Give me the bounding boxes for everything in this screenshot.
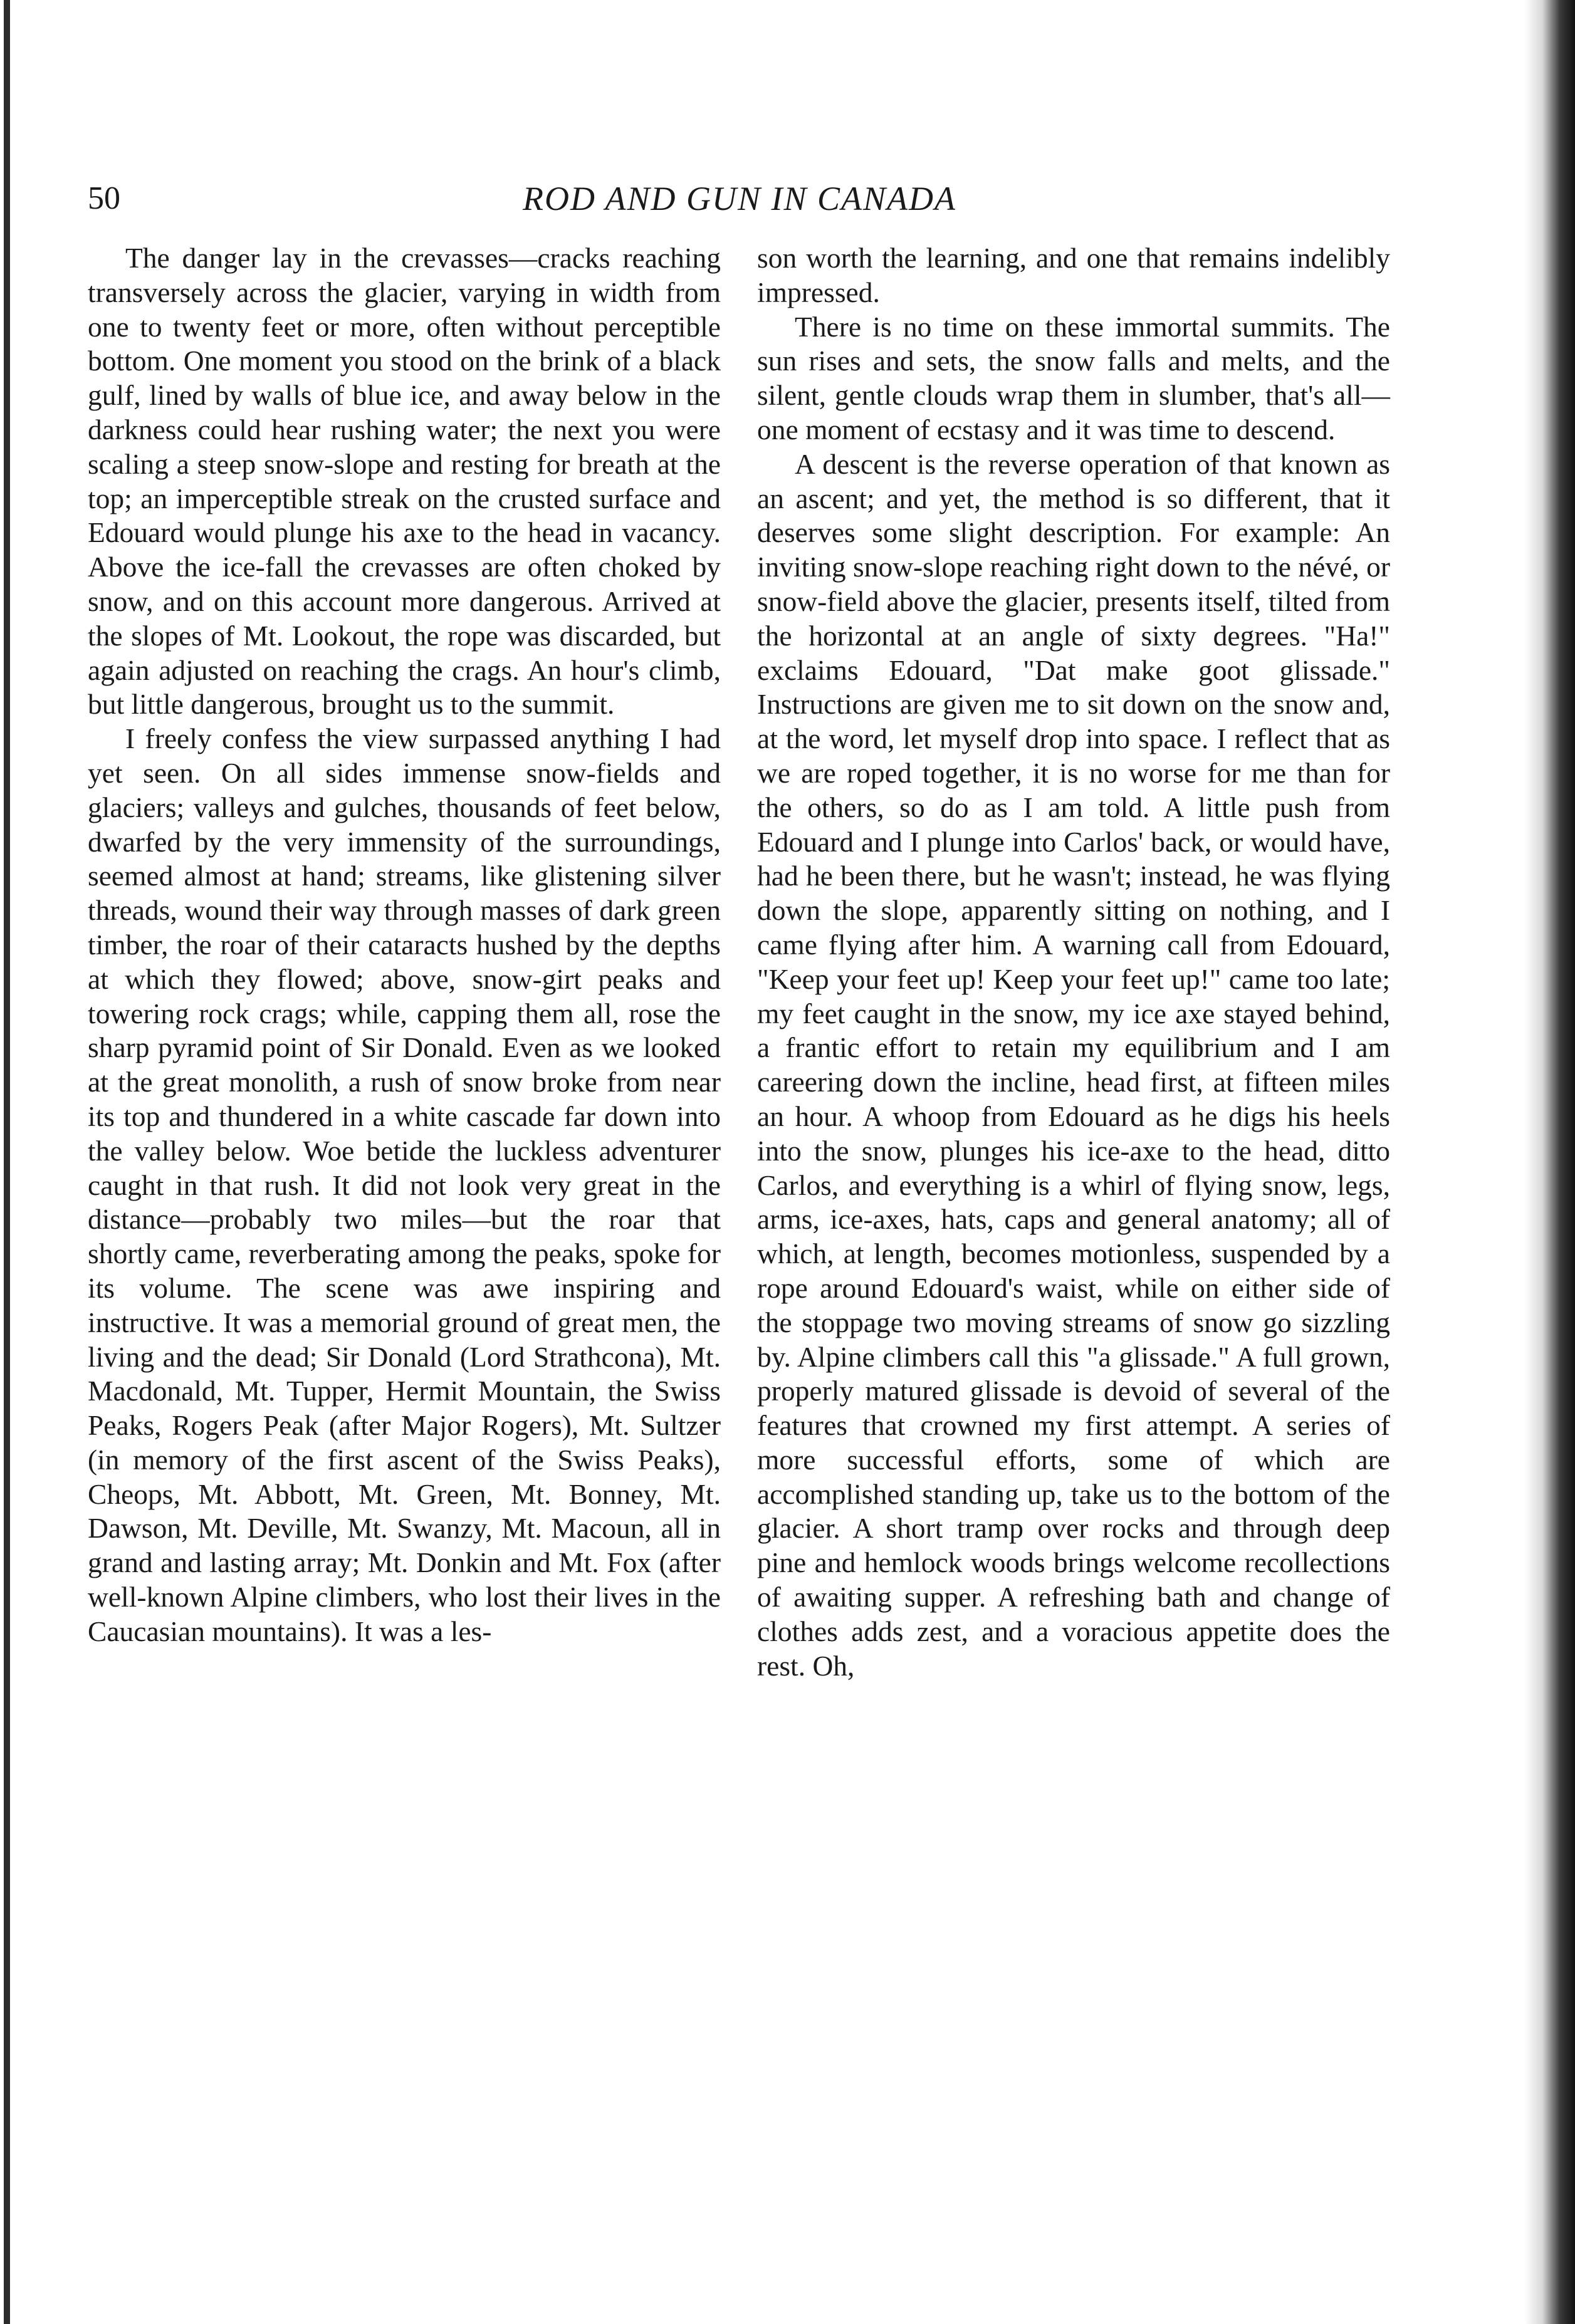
left-column — [88, 241, 721, 2212]
book-binding-shadow — [1525, 0, 1575, 2324]
paragraph: A descent is the reverse operation of that known as an ascent; and yet, the method is so different, that it deserves some slight description. For example: An inviting snow-slope reaching right down to the névé, or snow-field above the glacier, presents itself, tilted from the horizontal at an angle of sixty degrees. "Ha!" exclaims Edouard, "Dat make goot glissade." Instructions are given me to sit down on the snow and, at the word, let myself drop into space. I reflect that as we are roped together, it is no worse for me than for the others, so do as I am told. A little push from Edouard and I plunge into Carlos' back, or would have, had he been there, but he wasn't; instead, he was flying down the slope, apparently sitting on nothing, and I came flying after him. A warning call from Edouard, "Keep your feet up! Keep your feet up!" came too late; my feet caught in the snow, my ice axe stayed behind, a frantic effort to retain my equilibrium and I am careering down the incline, head first, at fifteen miles an hour. A whoop from Edouard as he digs his heels into the snow, plunges his ice-axe to the head, ditto Carlos, and everything is a whirl of flying snow, legs, arms, ice-axes, hats, caps and general anatomy; all of which, at length, becomes motionless, suspended by a rope around Edouard's waist, while on either side of the stoppage two moving streams of snow go sizzling by. Alpine climbers call this "a glissade." A full grown, properly matured glissade is devoid of several of the features that crowned my first attempt. A series of more successful efforts, some of which are accomplished standing up, take us to the bottom of the glacier. A short tramp over rocks and through deep pine and hemlock woods brings welcome recollections of awaiting supper. A refreshing bath and change of clothes adds zest, and a voracious appetite does the rest. Oh, — [757, 447, 1390, 1682]
scan-left-edge — [4, 0, 10, 2324]
paragraph: son worth the learning, and one that remains indelibly impressed. — [757, 242, 1390, 308]
running-head: ROD AND GUN IN CANADA — [522, 180, 956, 217]
paragraph: I freely confess the view surpassed anything I had yet seen. On all sides immense snow-fields and glaciers; valleys and gulches, thousands of feet below, dwarfed by the very immensity of the surroundings, seemed almost at hand; streams, like glistening silver threads, wound their way through masses of dark green timber, the roar of their cataracts hushed by the depths at which they flowed; above, snow-girt peaks and towering rock crags; while, capping them all, rose the sharp pyramid point of Sir Donald. Even as we looked at the great monolith, a rush of snow broke from near its top and thundered in a white cascade far down into the valley below. Woe betide the luckless adventurer caught in that rush. It did not look very great in the distance—probably two miles—but the roar that shortly came, reverberating among the peaks, spoke for its volume. The scene was awe inspiring and instructive. It was a memorial ground of great men, the living and the dead; Sir Donald (Lord Strathcona), Mt. Macdonald, Mt. Tupper, Hermit Mountain, the Swiss Peaks, Rogers Peak (after Major Rogers), Mt. Sultzer (in memory of the first ascent of the Swiss Peaks), Cheops, Mt. Abbott, Mt. Green, Mt. Bonney, Mt. Dawson, Mt. Deville, Mt. Swanzy, Mt. Macoun, all in grand and lasting array; Mt. Donkin and Mt. Fox (after well-known Alpine climbers, who lost their lives in the Caucasian mountains). It was a les- — [88, 722, 721, 1647]
right-column — [757, 241, 1390, 2212]
page-header — [88, 170, 1391, 227]
paragraph: There is no time on these immortal summits. The sun rises and sets, the snow falls and melts, and the silent, gentle clouds wrap them in slumber, that's all—one moment of ecstasy and it was time to descend. — [757, 310, 1390, 446]
page-number: 50 — [88, 180, 120, 216]
paragraph: The danger lay in the crevasses—cracks reaching transversely across the glacier, varying in width from one to twenty feet or more, often without perceptible bottom. One moment you stood on the brink of a black gulf, lined by walls of blue ice, and away below in the darkness could hear rushing water; the next you were scaling a steep snow-slope and resting for breath at the top; an imperceptible streak on the crusted surface and Edouard would plunge his axe to the head in vacancy. Above the ice-fall the crevasses are often choked by snow, and on this account more dangerous. Arrived at the slopes of Mt. Lookout, the rope was discarded, but again adjusted on reaching the crags. An hour's climb, but little dangerous, brought us to the summit. — [88, 242, 721, 721]
